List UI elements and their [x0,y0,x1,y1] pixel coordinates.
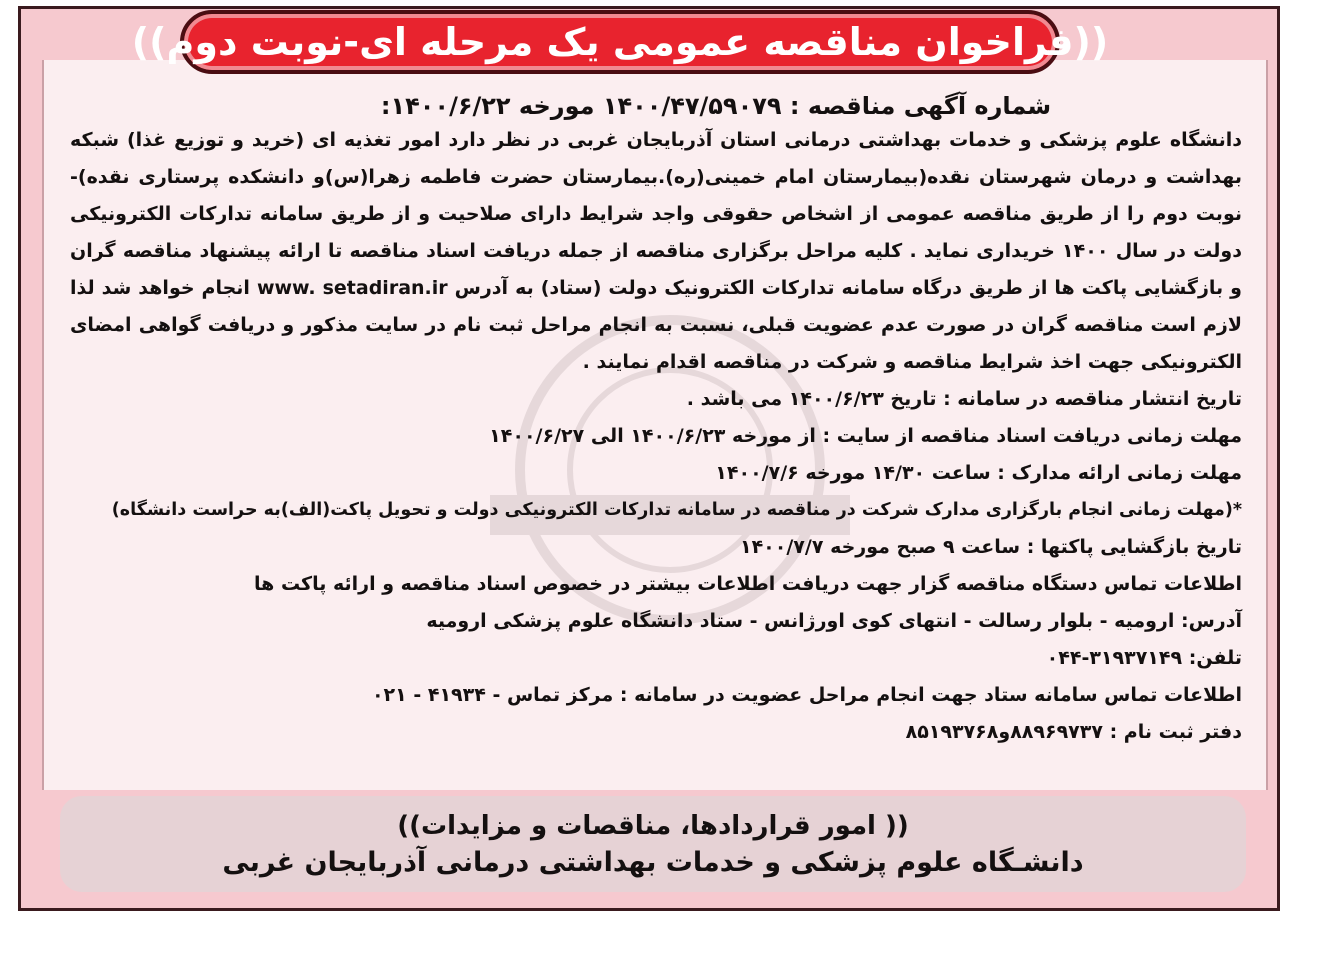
opening-date: تاریخ بازگشایی پاکتها : ساعت ۹ صبح مورخه ۱۴۰۰/۷/۷ [739,536,1242,558]
publish-date: تاریخ انتشار مناقصه در سامانه : تاریخ ۱۴۰۰/۶/۲۳ می باشد . [686,388,1242,410]
ad-number: شماره آگهی مناقصه : ۱۴۰۰/۴۷/۵۹۰۷۹ مورخه ۱۴۰۰/۶/۲۲: [380,92,1052,120]
docs-deadline: مهلت زمانی دریافت اسناد مناقصه از سایت : از مورخه ۱۴۰۰/۶/۲۳ الی ۱۴۰۰/۶/۲۷ [489,425,1242,447]
upload-note: *(مهلت زمانی انجام بارگزاری مدارک شرکت در مناقصه در سامانه تدارکات الکترونیکی دولت و تحویل پاکت(الف)به حراست دانشگاه) [111,500,1242,520]
footer-university: دانشـگاه علوم پزشکی و خدمات بهداشتی درمانی آذربایجان غربی [222,846,1084,878]
address: آدرس: ارومیه - بلوار رسالت - انتهای کوی اورژانس - ستاد دانشگاه علوم پزشکی ارومیه [426,610,1242,632]
submit-deadline: مهلت زمانی ارائه مدارک : ساعت ۱۴/۳۰ مورخه ۱۴۰۰/۷/۶ [715,462,1242,484]
setad-contact: اطلاعات تماس سامانه ستاد جهت انجام مراحل عضویت در سامانه : مرکز تماس - ۴۱۹۳۴ - ۰۲۱ [371,684,1242,706]
title-banner [131,10,1109,74]
contact-info: اطلاعات تماس دستگاه مناقصه گزار جهت دریافت اطلاعات بیشتر در خصوص اسناد مناقصه و ارائه پاکت ها [254,573,1242,595]
footer-signature [60,796,1246,892]
footer-department: (( امور قراردادها، مناقصات و مزایدات)) [397,810,909,841]
notice-body-text: دانشگاه علوم پزشکی و خدمات بهداشتی درمانی استان آذربایجان غربی در نظر دارد امور تغذیه ای (خرید و توزیع غذا) شبکه بهداشت و درمان شهرستان نقده(بیمارستان امام خمینی(ره).بیمارستان حضرت فاطمه زهرا(س)و دانشکده پرستاری نقده)-نوبت دوم را از طریق مناقصه عمومی از اشخاص حقوقی واجد شرایط دارای صلاحیت و از طریق سامانه تدارکات الکترونیکی دولت در سال ۱۴۰۰ خریداری نماید . کلیه مراحل برگزاری مناقصه از جمله دریافت اسناد مناقصه تا ارائه پیشنهاد مناقصه گران و بازگشایی پاکت ها از طریق درگاه سامانه تدارکات الکترونیک دولت (ستاد) به آدرس www. setadiran.ir انجام خواهد شد لذا لازم است مناقصه گران در صورت عدم عضویت قبلی، نسبت به انجام مراحل ثبت نام در سایت مذکور و دریافت گواهی امضای الکترونیکی جهت اخذ شرایط مناقصه و شرکت در مناقصه اقدام نمایند . [70,129,1242,373]
notice-content [70,92,1242,751]
notice-title: ((فراخوان مناقصه عمومی یک مرحله ای-نوبت دوم)) [131,20,1109,64]
phone: تلفن: ۳۱۹۳۷۱۴۹-۰۴۴ [1046,647,1242,669]
registry-office: دفتر ثبت نام : ۸۸۹۶۹۷۳۷و۸۵۱۹۳۷۶۸ [905,721,1242,743]
